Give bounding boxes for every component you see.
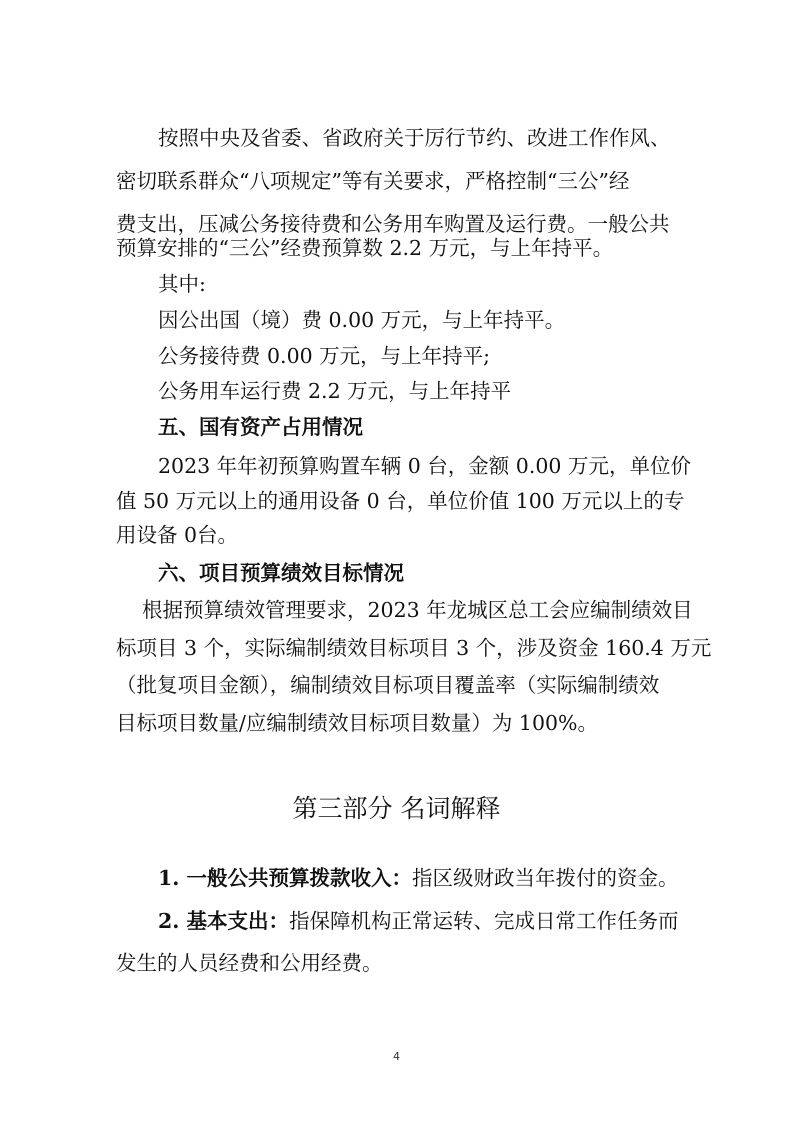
para1-line3: 费支出，压减公务接待费和公务用车购置及运行费。一般公共 xyxy=(116,212,670,236)
part-three-title: 第三部分 名词解释 xyxy=(292,794,501,823)
page-number: 4 xyxy=(393,1050,400,1063)
term-2-definition: 指保障机构正常运转、完成日常工作任务而 xyxy=(289,909,679,933)
para5-line3: 用设备 0台。 xyxy=(116,523,239,547)
expense-item-vehicle: 公务用车运行费 2.2 万元，与上年持平 xyxy=(158,379,512,403)
expense-item-reception: 公务接待费 0.00 万元，与上年持平; xyxy=(158,344,491,368)
expense-item-travel: 因公出国（境）费 0.00 万元，与上年持平。 xyxy=(158,308,566,332)
para5-line1: 2023 年年初预算购置车辆 0 台，金额 0.00 万元，单位价 xyxy=(158,454,691,478)
para6-line3: （批复项目金额），编制绩效目标项目覆盖率（实际编制绩效 xyxy=(116,673,660,697)
section-heading-assets: 五、国有资产占用情况 xyxy=(158,415,363,439)
term-1-definition: 指区级财政当年拨付的资金。 xyxy=(412,866,679,890)
term-2 xyxy=(158,911,679,932)
term-2-label: 2. 基本支出： xyxy=(158,909,290,933)
para1-line1: 按照中央及省委、省政府关于厉行节约、改进工作作风、 xyxy=(158,126,671,150)
para1-line4: 预算安排的“三公”经费预算数 2.2 万元，与上年持平。 xyxy=(116,236,614,260)
section-heading-performance: 六、项目预算绩效目标情况 xyxy=(158,561,404,585)
para6-line1: 根据预算绩效管理要求，2023 年龙城区总工会应编制绩效目 xyxy=(142,598,693,622)
para6-line2: 标项目 3 个，实际编制绩效目标项目 3 个，涉及资金 160.4 万元 xyxy=(116,636,712,660)
among-label: 其中: xyxy=(158,272,206,296)
term-2-continuation: 发生的人员经费和公用经费。 xyxy=(116,951,383,975)
term-1 xyxy=(158,868,679,889)
para6-line4: 目标项目数量/应编制绩效目标项目数量）为 100%。 xyxy=(116,711,599,735)
term-1-label: 1. 一般公共预算拨款收入： xyxy=(158,866,413,890)
para5-line2: 值 50 万元以上的通用设备 0 台，单位价值 100 万元以上的专 xyxy=(116,489,685,513)
para1-line2: 密切联系群众“八项规定”等有关要求，严格控制“三公”经 xyxy=(116,169,630,193)
